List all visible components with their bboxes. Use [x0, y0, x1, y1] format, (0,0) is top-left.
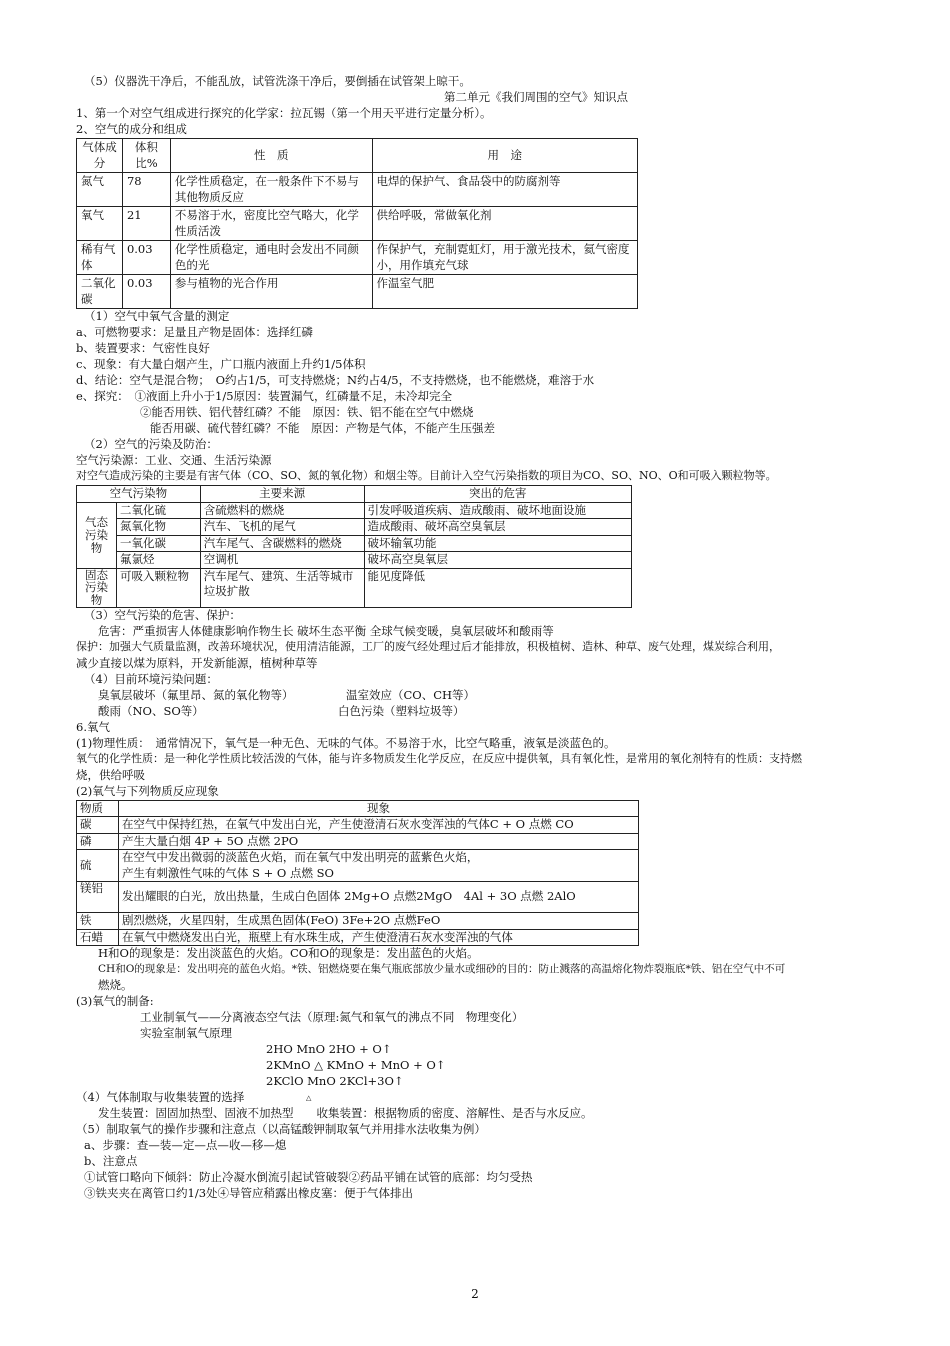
table-cell: 石蜡: [77, 929, 119, 946]
table-cell: 二氧化碳: [77, 275, 123, 309]
table-row: [77, 173, 638, 207]
table-cell: 能见度降低: [364, 568, 632, 607]
table-cell: 含硫燃料的燃烧: [200, 502, 364, 519]
heat-symbol: △: [306, 1094, 312, 1103]
table-row: [77, 913, 639, 930]
text-line: （5）仪器洗干净后，不能乱放，试管洗涤干净后，要倒插在试管架上晾干。: [84, 74, 471, 88]
table-cell: 铁: [77, 913, 119, 930]
text-line: （3）空气污染的危害、保护：: [84, 607, 241, 622]
text-line: 6.氧气: [76, 719, 110, 734]
text-line: ②能否用铁、铝代替红磷？不能 原因：铁、铝不能在空气中燃烧: [140, 405, 474, 420]
text-line: 对空气造成污染的主要是有害气体（CO、SO、氮的氧化物）和烟尘等。目前计入空气污染指数的项目为CO、SO、NO、O和可吸入颗粒物等。: [76, 469, 777, 483]
text-line: 危害：严重损害人体健康影响作物生长 破坏生态平衡 全球气候变暖，臭氧层破坏和酸雨等: [98, 623, 554, 638]
table-row: [77, 929, 639, 946]
table-row: [77, 817, 639, 834]
text-line: [76, 704, 876, 720]
text-line: （1）空气中氧气含量的测定: [84, 309, 230, 324]
text-line: 实验室制氧气原理: [140, 1026, 232, 1041]
table-cell: 0.03: [122, 241, 170, 275]
table-header: 气体成分: [77, 139, 123, 173]
equation-line: 2HO MnO 2HO + O↑: [266, 1042, 392, 1057]
table-cell: 汽车尾气、建筑、生活等城市垃圾扩散: [200, 568, 364, 607]
table-row: [77, 275, 638, 309]
equation-line: 2KClO MnO 2KCl+3O↑: [266, 1074, 404, 1089]
section-title: 第二单元《我们周围的空气》知识点: [444, 90, 628, 104]
table-cell: 在氧气中燃烧发出白光，瓶壁上有水珠生成，产生使澄清石灰水变浑浊的气体: [118, 929, 638, 946]
cell-line: 在空气中发出微弱的淡蓝色火焰，而在氧气中发出明亮的蓝紫色火焰，: [121, 850, 479, 865]
text-line: 2、空气的成分和组成: [76, 122, 187, 136]
text-line: 烧，供给呼吸: [76, 767, 145, 782]
table-cell: 二氧化硫: [116, 502, 200, 519]
text-line: b、注意点: [84, 1154, 138, 1169]
table-cell: 化学性质稳定，在一般条件下不易与其他物质反应: [170, 173, 372, 207]
text-line: （4）目前环境污染问题：: [84, 671, 218, 686]
text-line: (3)氧气的制备:: [76, 994, 154, 1009]
table-row: [77, 552, 632, 569]
table-row: [77, 519, 632, 536]
text-line: 1、第一个对空气组成进行探究的化学家：拉瓦锡（第一个用天平进行定量分析）。: [76, 106, 492, 120]
table-header: 空气污染物: [77, 486, 201, 503]
table-cell: 一氧化碳: [116, 535, 200, 552]
table-cell: 在空气中保持红热，在氧气中发出白光，产生使澄清石灰水变浑浊的气体C + O 点燃 CO: [118, 817, 638, 834]
table-cell: 作温室气肥: [372, 275, 637, 309]
table-cell: 参与植物的光合作用: [170, 275, 372, 309]
table-cell: 氟氯烃: [116, 552, 200, 569]
text-span: （4）气体制取与收集装置的选择: [76, 1090, 245, 1105]
table-cell: 汽车、飞机的尾气: [200, 519, 364, 536]
text-line: a、步骤：查—装—定—点—收—移—熄: [84, 1138, 287, 1153]
text-line: 减少直接以煤为原料，开发新能源，植树种草等: [76, 655, 318, 670]
table-cell: 氮气: [77, 173, 123, 207]
text-line: c、现象：有大量白烟产生，广口瓶内液面上升约1/5体积: [76, 357, 366, 372]
table-header: 突出的危害: [364, 486, 632, 503]
text-line: 工业制氧气——分离液态空气法（原理:氮气和氧气的沸点不同 物理变化）: [140, 1010, 524, 1025]
table-cell: 供给呼吸，常做氧化剂: [372, 207, 637, 241]
air-composition-table: [76, 138, 638, 309]
cell-line: 产生有刺激性气味的气体 S + O 点燃 SO: [121, 865, 334, 880]
table-cell: 可吸入颗粒物: [116, 568, 200, 607]
table-cell: 0.03: [122, 275, 170, 309]
table-cell: 造成酸雨、破坏高空臭氧层: [364, 519, 632, 536]
table-header: 体积比%: [122, 139, 170, 173]
table-cell: 磷: [77, 833, 119, 850]
text-line: 保护：加强大气质量监测，改善环境状况，使用清洁能源，工厂的废气经处理过后才能排放，积极植树、造林、种草、废气处理，煤炭综合利用，: [76, 639, 780, 653]
table-cell: 不易溶于水，密度比空气略大，化学性质活泼: [170, 207, 372, 241]
text-line: （2）空气的污染及防治：: [84, 437, 218, 452]
table-row: [77, 850, 639, 882]
table-cell: 氮氧化物: [116, 519, 200, 536]
text-line: 发生装置：固固加热型、固液不加热型 收集装置：根据物质的密度、溶解性、是否与水反应。: [98, 1106, 593, 1121]
text-line: a、可燃物要求：足量且产物是固体：选择红磷: [76, 325, 313, 340]
text-line: [76, 1090, 876, 1106]
table-cell: 碳: [77, 817, 119, 834]
table-cell: 产生大量白烟 4P + 5O 点燃 2PO: [118, 833, 638, 850]
table-header: 性 质: [170, 139, 372, 173]
text-line: ①试管口略向下倾斜：防止冷凝水倒流引起试管破裂②药品平铺在试管的底部：均匀受热: [84, 1170, 533, 1185]
equation-line: 2KMnO △ KMnO + MnO + O↑: [266, 1058, 446, 1073]
table-cell: 剧烈燃烧，火星四射，生成黑色固体(FeO) 3Fe+2O 点燃FeO: [118, 913, 638, 930]
issue-white-pollution: 白色污染（塑料垃圾等）: [338, 703, 465, 718]
table-cell: 汽车尾气、含碳燃料的燃烧: [200, 535, 364, 552]
table-cell: 氧气: [77, 207, 123, 241]
text-line: (1)物理性质： 通常情况下，氧气是一种无色、无味的气体。不易溶于水，比空气略重，液氧是淡蓝色的。: [76, 735, 616, 750]
table-cell: 发出耀眼的白光，放出热量，生成白色固体 2Mg+O 点燃2MgO 4Al + 3O 点燃 2AlO: [118, 882, 638, 913]
group-label: 固态污染物: [77, 568, 117, 607]
table-header: 主要来源: [200, 486, 364, 503]
issue-greenhouse: 温室效应（CO、CH等）: [346, 687, 476, 702]
table-row: [77, 833, 639, 850]
table-cell: 引发呼吸道疾病、造成酸雨、破坏地面设施: [364, 502, 632, 519]
table-cell: 电焊的保护气、食品袋中的防腐剂等: [372, 173, 637, 207]
table-row: [77, 241, 638, 275]
table-header: 物质: [77, 800, 119, 817]
text-line: b、装置要求：气密性良好: [76, 341, 210, 356]
table-row: [77, 568, 632, 607]
text-line: CH和O的现象是：发出明亮的蓝色火焰。*铁、铝燃烧要在集气瓶底部放少量水或细砂的目的：防止溅落的高温熔化物炸裂瓶底*铁、铝在空气中不可: [98, 963, 786, 976]
table-header: 现象: [118, 800, 638, 817]
text-line: 空气污染源：工业、交通、生活污染源: [76, 453, 272, 468]
text-line: [76, 688, 876, 704]
oxygen-reaction-table: [76, 800, 639, 947]
text-line: (2)氧气与下列物质反应现象: [76, 783, 219, 798]
table-cell: [118, 850, 638, 882]
table-row: [77, 502, 632, 519]
table-cell: 稀有气体: [77, 241, 123, 275]
text-line: ③铁夹夹在离管口约1/3处④导管应稍露出橡皮塞：便于气体排出: [84, 1186, 414, 1201]
page-number: 2: [471, 1287, 479, 1301]
text-line: d、结论：空气是混合物； O约占1/5，可支持燃烧；N约占4/5，不支持燃烧，也不能燃烧，难溶于水: [76, 373, 595, 388]
table-cell: 21: [122, 207, 170, 241]
text-line: e、探究： ①液面上升小于1/5原因：装置漏气，红磷量不足，未冷却完全: [76, 389, 453, 404]
table-cell: 78: [122, 173, 170, 207]
table-cell: 破坏输氧功能: [364, 535, 632, 552]
table-cell: 镁铝: [77, 882, 119, 913]
table-header: 用 途: [372, 139, 637, 173]
text-line: H和O的现象是：发出淡蓝色的火焰。CO和O的现象是：发出蓝色的火焰。: [98, 946, 479, 961]
issue-acid-rain: 酸雨（NO、SO等）: [98, 703, 204, 718]
table-cell: 化学性质稳定，通电时会发出不同颜色的光: [170, 241, 372, 275]
table-cell: 硫: [77, 850, 119, 882]
table-row: [77, 207, 638, 241]
text-line: 氧气的化学性质：是一种化学性质比较活泼的气体，能与许多物质发生化学反应，在反应中提供氧，具有氧化性，是常用的氧化剂特有的性质：支持燃: [76, 751, 802, 765]
group-label: 气态污染物: [77, 502, 117, 568]
pollution-table: [76, 485, 632, 608]
text-line: 燃烧。: [98, 978, 133, 993]
table-cell: 空调机: [200, 552, 364, 569]
issue-ozone: 臭氧层破坏（氟里昂、氮的氧化物等）: [98, 687, 294, 702]
table-row: [77, 535, 632, 552]
document-page: [76, 74, 876, 1202]
table-cell: 作保护气，充制霓虹灯，用于激光技术，氦气密度小，用作填充气球: [372, 241, 637, 275]
text-line: 能否用碳、硫代替红磷？不能 原因：产物是气体，不能产生压强差: [150, 421, 495, 436]
table-row: [77, 882, 639, 913]
table-cell: 破坏高空臭氧层: [364, 552, 632, 569]
text-line: （5）制取氧气的操作步骤和注意点（以高锰酸钾制取氧气并用排水法收集为例）: [76, 1122, 486, 1137]
